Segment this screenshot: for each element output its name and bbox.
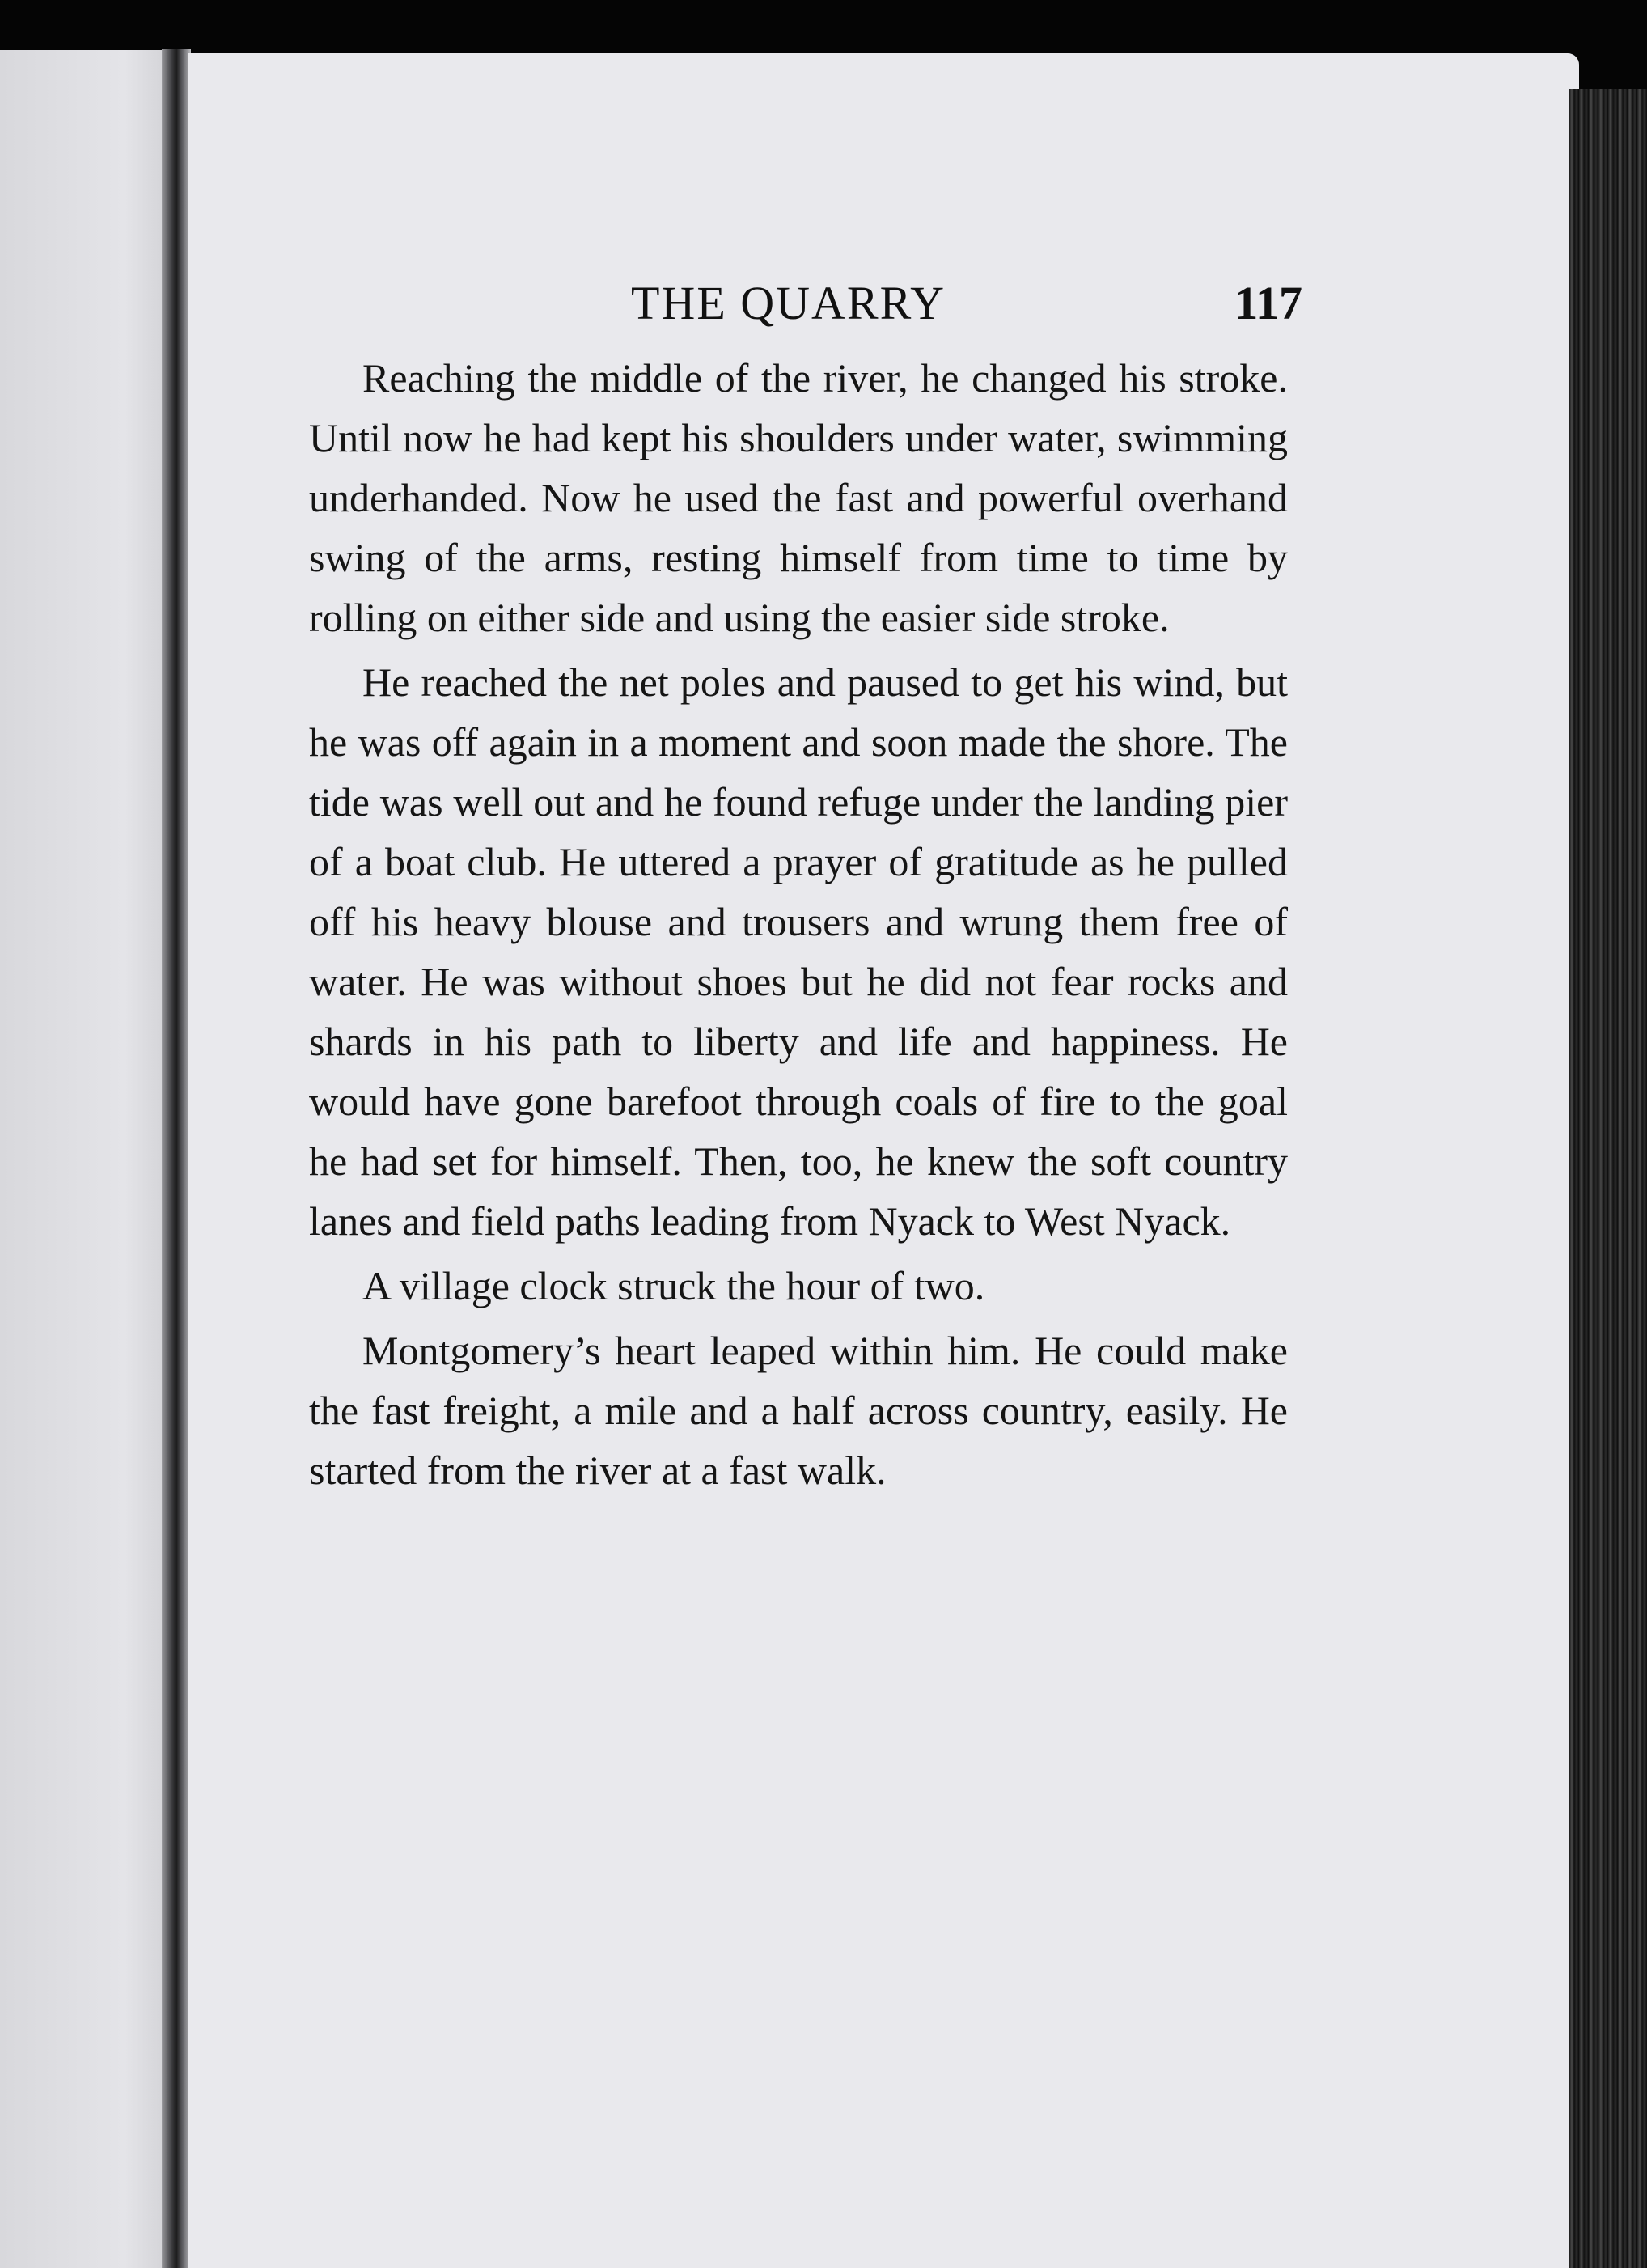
paragraph: He reached the net poles and paused to get his wind, but he was off again in a moment and soon made the shore. The tide was well out and he found refuge under the landing pier of a boat club. He uttered a prayer of gratitude as he pulled off his heavy blouse and trousers and wrung them free of water. He was without shoes but he did not fear rocks and shards in his path to liberty and life and happiness. He would have gone barefoot through coals of fire to the goal he had set for himself. Then, too, he knew the soft country lanes and field paths leading from Nyack to West Nyack.: [309, 659, 1288, 1244]
page-number: 117: [1234, 277, 1302, 329]
page-stack-edge: [1569, 89, 1647, 2268]
paragraph: Montgomery’s heart leaped within him. He could make the fast freight, a mile and a half across country, easily. He started from the river at a fast walk.: [309, 1328, 1288, 1493]
running-head: [631, 257, 1302, 330]
running-head-title: THE QUARRY: [631, 277, 946, 329]
book-gutter: [162, 49, 191, 2268]
paragraph: Reaching the middle of the river, he changed his stroke. Until now he had kept his shoulders under water, swimming underhanded. Now he used the fast and powerful overhand swing of the arms, resting himself from time to time by rolling on either side and using the easier side stroke.: [309, 355, 1288, 640]
left-page-edge: [0, 50, 178, 2268]
body-text: [309, 348, 1288, 1505]
paragraph: A village clock struck the hour of two.: [362, 1263, 985, 1308]
